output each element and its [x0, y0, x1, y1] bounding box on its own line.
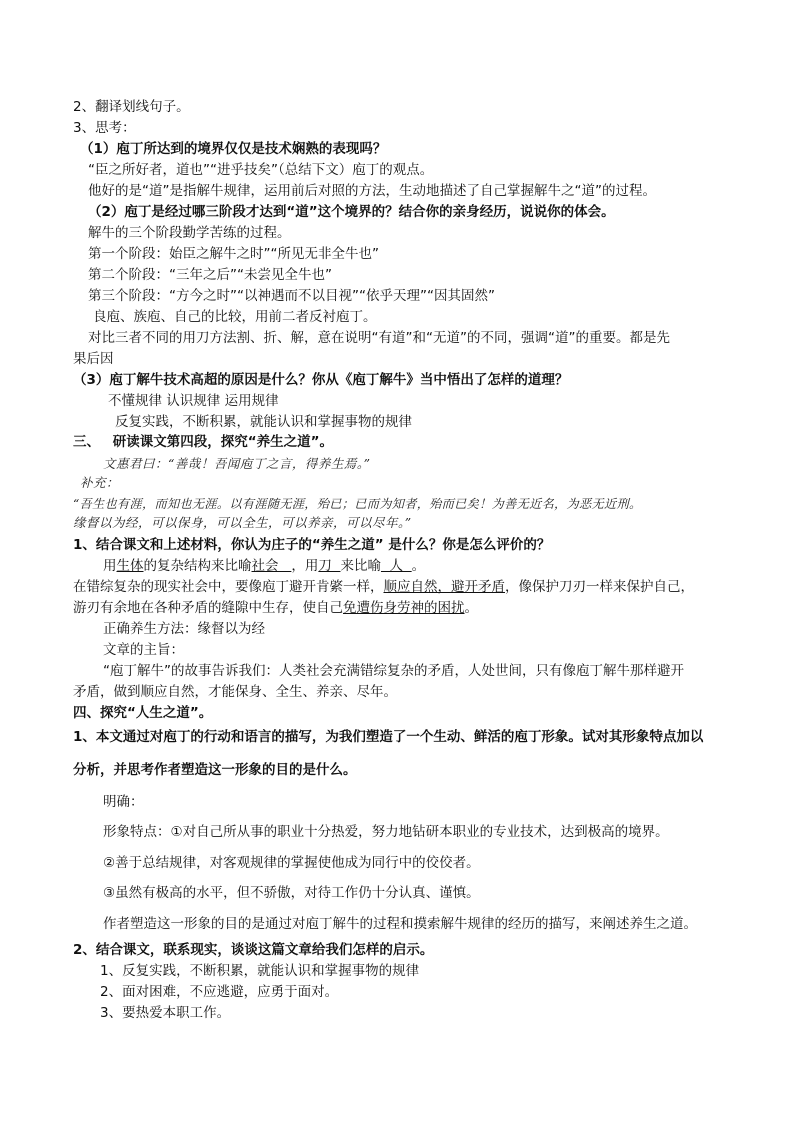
text-line: 第二个阶段：“三年之后”“未尝见全牛也” [88, 267, 332, 283]
quote-text: 缘督以为经，可以保身，可以全生，可以养亲，可以尽年。” [73, 515, 412, 530]
text-line: 形象特点：①对自己所从事的职业十分热爱，努力地钻研本职业的专业技术，达到极高的境界。 [103, 824, 669, 840]
text-line: 矛盾，做到顺应自然，才能保身、全生、养亲、尽年。 [73, 684, 397, 700]
text-line: 果后因 [73, 351, 114, 367]
text-line: 对比三者不同的用刀方法割、折、解，意在说明“有道”和“无道”的不同，强调“道”的重要。都是先 [88, 330, 670, 346]
text-line: 他好的是“道”是指解牛规律，运用前后对照的方法，生动地描述了自己掌握解牛之“道”的过程。 [88, 183, 656, 199]
fill-answer: 生体 [116, 558, 144, 574]
list-item: 3、要热爱本职工作。 [100, 1005, 231, 1021]
text-line: 第一个阶段：始臣之解牛之时”“所见无非全牛也” [88, 246, 379, 262]
text-line: 2、翻译划线句子。 [73, 99, 190, 115]
text-line: 良庖、族庖、自己的比较，用前二者反衬庖丁。 [93, 309, 377, 325]
question-heading: 1、结合课文和上述材料，你认为庄子的“养生之道” 是什么？你是怎么评价的？ [73, 537, 551, 553]
question-heading: 1、本文通过对庖丁的行动和语言的描写，为我们塑造了一个生动、鲜活的庖丁形象。试对其形象特点加以 [73, 729, 704, 745]
question-heading: 分析，并思考作者塑造这一形象的目的是什么。 [73, 762, 357, 778]
text-line: 明确： [103, 794, 144, 810]
underlined-text: 免遭伤身劳神的困扰 [343, 600, 465, 616]
question-heading: （2）庖丁是经过哪三阶段才达到“道”这个境界的？结合你的亲身经历，说说你的体会。 [88, 204, 615, 220]
text-line: 不懂规律 认识规律 运用规律 [108, 393, 279, 409]
question-heading: （3）庖丁解牛技术高超的原因是什么？你从《庖丁解牛》当中悟出了怎样的道理？ [73, 372, 569, 388]
text-line: 第三个阶段：“方今之时”“以神遇而不以目视”“依乎天理”“因其固然” [88, 288, 495, 304]
text-line: ③虽然有极高的水平，但不骄傲，对待工作仍十分认真、谨慎。 [103, 885, 480, 901]
text-line: 解牛的三个阶段勤学苦练的过程。 [88, 225, 291, 241]
text-line: 文章的主旨： [103, 642, 184, 658]
text-line: 反复实践，不断积累，就能认识和掌握事物的规律 [115, 414, 412, 430]
text-span: 游刃有余地在各种矛盾的缝隙中生存，使自己 [73, 600, 343, 616]
text-line: “庖丁解牛”的故事告诉我们：人类社会充满错综复杂的矛盾，人处世间，只有像庖丁解牛那样避开 [103, 663, 684, 679]
fill-text: ，用 [291, 558, 319, 574]
list-item: 1、反复实践，不断积累，就能认识和掌握事物的规律 [100, 963, 420, 979]
text-line: 正确养生方法：缘督以为经 [103, 621, 265, 637]
text-span: 。 [464, 600, 478, 616]
text-line: ②善于总结规律，对客观规律的掌握使他成为同行中的佼佼者。 [103, 855, 480, 871]
section-heading: 四、探究“人生之道”。 [73, 705, 213, 721]
list-item: 2、面对困难，不应逃避，应勇于面对。 [100, 984, 339, 1000]
fill-text: 。 [411, 558, 426, 574]
fill-text: 来比喻 [340, 558, 381, 574]
fill-text: 的复杂结构来比喻 [143, 558, 252, 574]
text-line [73, 578, 694, 596]
text-line: “臣之所好者，道也”“进乎技矣”（总结下文）庖丁的观点。 [88, 162, 434, 178]
quote-label: 补充： [80, 475, 120, 490]
text-line [73, 599, 478, 617]
fill-answer: 刀 [318, 558, 341, 574]
underlined-text: 顺应自然，避开矛盾 [383, 579, 505, 595]
text-span: ，像保护刀刃一样来保护自己， [505, 579, 694, 595]
fill-answer: 人 [380, 558, 412, 574]
question-heading: （1）庖丁所达到的境界仅仅是技术娴熟的表现吗？ [80, 141, 387, 157]
quote-text: 文惠君曰：“善哉！吾闻庖丁之言，得养生焉。” [103, 456, 371, 471]
fill-in-line [103, 557, 425, 575]
quote-text: “吾生也有涯，而知也无涯。以有涯随无涯，殆已；已而为知者，殆而已矣！为善无近名，为恶无近刑。 [73, 497, 642, 511]
text-line: 作者塑造这一形象的目的是通过对庖丁解牛的过程和摸索解牛规律的经历的描写，来阐述养生之道。 [103, 916, 697, 932]
fill-text: 用 [103, 558, 117, 574]
section-heading: 三、 研读课文第四段，探究“养生之道”。 [73, 434, 333, 450]
fill-answer: 社会 [251, 558, 292, 574]
text-span: 在错综复杂的现实社会中，要像庖丁避开肯綮一样， [73, 579, 384, 595]
question-heading: 2、结合课文，联系现实，谈谈这篇文章给我们怎样的启示。 [73, 942, 434, 958]
text-line: 3、思考： [73, 120, 136, 136]
